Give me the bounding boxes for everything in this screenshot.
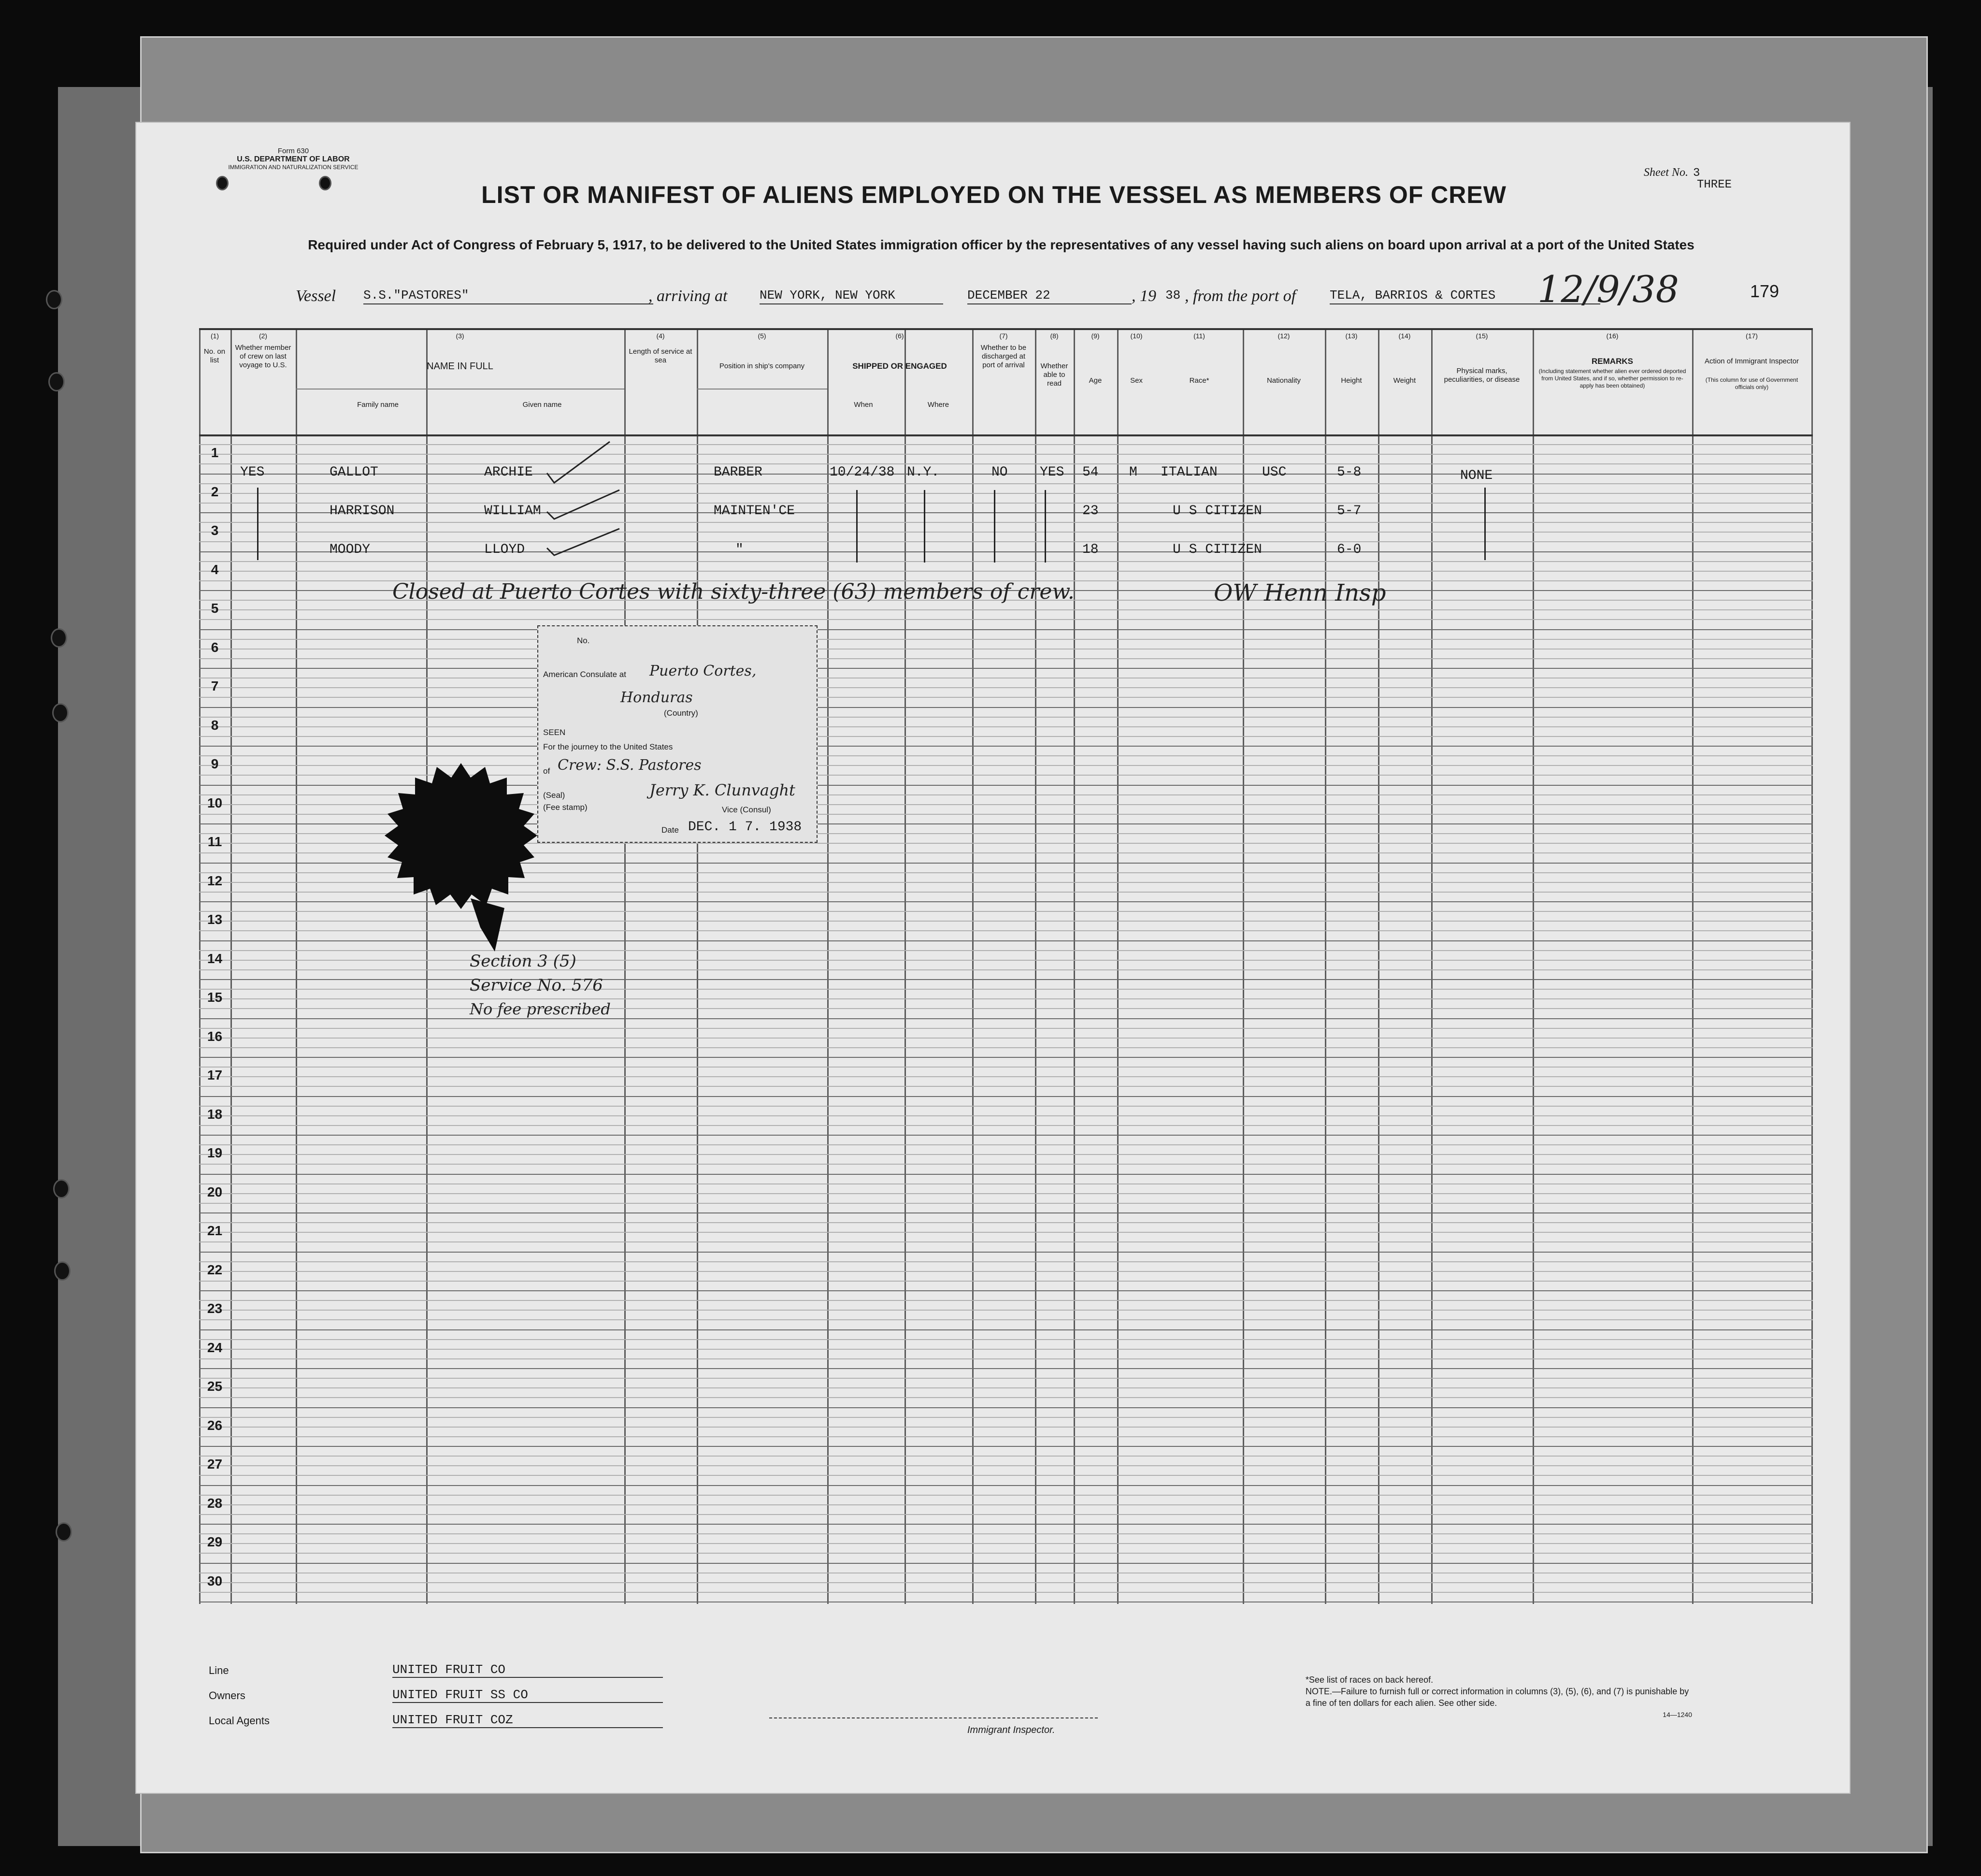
stamp-no-label: No. [577, 636, 590, 645]
row-rule [199, 512, 1813, 513]
col-header-position: Position in ship's company [719, 362, 805, 370]
row-rule [199, 1475, 1813, 1476]
column-line [1692, 328, 1694, 1604]
row-rule [199, 1329, 1813, 1330]
line-label: Line [209, 1664, 229, 1676]
row-rule [199, 1582, 1813, 1583]
stamp-seal-label: (Seal) [543, 791, 565, 800]
binder-hole [54, 1261, 71, 1281]
footnotes [1306, 1674, 1692, 1720]
col-header-action-sub: (This column for use of Government officials only) [1705, 376, 1798, 390]
row-rule [199, 1115, 1813, 1116]
owners-value: UNITED FRUIT SS CO [392, 1688, 663, 1703]
row1-family-name: GALLOT [330, 465, 378, 480]
row-rule [199, 1339, 1813, 1340]
row-number: 27 [207, 1457, 223, 1472]
ditto-mark [856, 490, 858, 563]
row-number: 12 [207, 873, 223, 888]
row-number: 19 [207, 1145, 223, 1160]
col-header-service: Length of service at sea [629, 347, 692, 364]
column-line [1811, 328, 1813, 1604]
row-rule [199, 687, 1813, 688]
ditto-mark [924, 490, 925, 563]
row-rule [199, 1096, 1813, 1097]
row1-given-name: ARCHIE [484, 465, 533, 480]
footer-owners [209, 1688, 528, 1702]
row-rule [199, 522, 1813, 523]
column-line [904, 328, 906, 1604]
name-header-rule [296, 389, 624, 390]
manifest-sheet [135, 122, 1851, 1794]
row1-sex: M [1129, 465, 1137, 480]
col-no-7: (7) [999, 332, 1008, 340]
binder-hole [48, 372, 65, 391]
row-rule [199, 1495, 1813, 1496]
crew-table [199, 328, 1813, 1604]
row-rule [199, 619, 1813, 620]
ditto-mark [994, 490, 995, 563]
row-rule [199, 1038, 1813, 1039]
binder-hole [56, 1522, 72, 1542]
row-number: 8 [211, 717, 219, 733]
row-number: 9 [211, 756, 219, 771]
vessel-name: S.S."PASTORES" [363, 288, 653, 304]
row-rule [199, 1524, 1813, 1525]
row2-race: U S CITIZEN [1173, 504, 1262, 519]
sheet-number-words: THREE [1697, 178, 1732, 191]
binder-hole [52, 703, 69, 722]
row-rule [199, 1271, 1813, 1272]
row1-when: 10/24/38 [830, 465, 895, 480]
row-rule [199, 571, 1813, 572]
row-number: 15 [207, 990, 223, 1005]
row-number: 10 [207, 795, 223, 810]
row-rule [199, 1407, 1813, 1408]
col-header-where: Where [927, 401, 949, 409]
row-number: 26 [207, 1417, 223, 1433]
row-rule [199, 1319, 1813, 1320]
form-number: Form 630 [277, 147, 309, 155]
column-line [1117, 328, 1119, 1604]
row2-position: MAINTEN'CE [714, 504, 795, 519]
row-rule [199, 1427, 1813, 1428]
col-header-discharged: Whether to be discharged at port of arrival [980, 344, 1027, 369]
row3-position: " [735, 542, 744, 557]
row-rule [199, 1212, 1813, 1213]
row-rule [199, 1252, 1813, 1253]
consular-seal [384, 758, 538, 961]
row-rule [199, 1183, 1813, 1184]
stamp-of-label: of [543, 766, 550, 776]
col-header-remarks: REMARKS [1592, 357, 1633, 366]
races-note: *See list of races on back hereof. [1306, 1675, 1434, 1685]
row-rule [199, 639, 1813, 640]
col-no-17: (17) [1746, 332, 1758, 340]
section-note-1: Section 3 (5) [470, 952, 576, 971]
row-rule [199, 1533, 1813, 1534]
row-rule [199, 989, 1813, 990]
stamp-fee-label: (Fee stamp) [543, 803, 588, 812]
row1-height: 5-8 [1337, 465, 1362, 480]
arriving-port: NEW YORK, NEW YORK [760, 288, 943, 304]
row-rule [199, 717, 1813, 718]
row-rule [199, 1144, 1813, 1145]
row-rule [199, 629, 1813, 630]
page-number: 179 [1750, 281, 1780, 301]
col-no-8: (8) [1050, 332, 1059, 340]
row3-race: U S CITIZEN [1173, 542, 1262, 557]
row1-read: YES [1040, 465, 1064, 480]
row-number: 4 [211, 562, 219, 577]
row3-height: 6-0 [1337, 542, 1362, 557]
col-no-15: (15) [1476, 332, 1488, 340]
fine-note: NOTE.—Failure to furnish full or correct information in columns (3), (5), (6), and (7) is punishable by a fine of ten dollars for each alien. See other side. [1306, 1687, 1689, 1708]
row-rule [199, 1174, 1813, 1175]
column-line [827, 328, 829, 1604]
row-number: 1 [211, 445, 219, 460]
stamp-date-label: Date [661, 825, 679, 835]
row1-marks: NONE [1460, 468, 1493, 483]
row-rule [199, 541, 1813, 542]
col-no-14: (14) [1398, 332, 1411, 340]
closing-note: Closed at Puerto Cortes with sixty-three (63) members of crew. [392, 579, 1075, 604]
row2-family-name: HARRISON [330, 504, 395, 519]
row1-discharged: NO [991, 465, 1008, 480]
row-rule [199, 998, 1813, 999]
col-header-read: Whether able to read [1040, 362, 1068, 388]
row-rule [199, 609, 1813, 610]
row-rule [199, 1086, 1813, 1087]
agents-label: Local Agents [209, 1715, 270, 1727]
row-rule [199, 1057, 1813, 1058]
stamp-seen: SEEN [543, 728, 566, 737]
row-rule [199, 1241, 1813, 1242]
col-no-4: (4) [656, 332, 665, 340]
row-rule [199, 1387, 1813, 1388]
row-rule [199, 668, 1813, 669]
page-title: LIST OR MANIFEST OF ALIENS EMPLOYED ON THE VESSEL AS MEMBERS OF CREW [481, 181, 1507, 208]
row-rule [199, 1553, 1813, 1554]
row-rule [199, 1281, 1813, 1282]
inspector-label: Immigrant Inspector. [967, 1725, 1055, 1735]
row-rule [199, 1592, 1813, 1593]
row-rule [199, 969, 1813, 970]
stamp-country-label: (Country) [664, 708, 698, 718]
row-rule [199, 1300, 1813, 1301]
col-no-1: (1) [210, 332, 219, 340]
row-rule [199, 532, 1813, 533]
col-no-5: (5) [758, 332, 766, 340]
form-header [214, 147, 373, 172]
row2-age: 23 [1082, 504, 1099, 519]
row3-age: 18 [1082, 542, 1099, 557]
owners-label: Owners [209, 1689, 245, 1702]
col-header-shipped: SHIPPED OR ENGAGED [852, 361, 947, 371]
col-header-physical: Physical marks, peculiarities, or disease [1444, 367, 1520, 384]
col-header-when: When [854, 401, 873, 409]
ditto-mark [1484, 488, 1486, 560]
shipped-header-rule [697, 389, 827, 390]
ditto-mark [1045, 490, 1046, 563]
footer-agents [209, 1713, 513, 1727]
vessel-label: Vessel [296, 287, 336, 305]
row-rule [199, 1154, 1813, 1155]
col-header-family: Family name [357, 401, 399, 409]
col-header-weight: Weight [1393, 376, 1416, 385]
col-header-remarks-sub: (Including statement whether alien ever ordered deported from United States, and if so, whether permission to re-apply has been obtained) [1538, 368, 1686, 389]
column-line [972, 328, 974, 1604]
row-rule [199, 1290, 1813, 1291]
row-rule [199, 1232, 1813, 1233]
row-rule [199, 483, 1813, 484]
department: U.S. DEPARTMENT OF LABOR [237, 155, 350, 163]
column-line [426, 328, 428, 1604]
row-number: 22 [207, 1262, 223, 1277]
stamp-consulate-label: American Consulate at [543, 670, 626, 679]
col-header-no: No. on list [203, 347, 226, 364]
binder-hole [53, 1179, 70, 1198]
row-rule [199, 1028, 1813, 1029]
row-rule [199, 1018, 1813, 1019]
row1-last-voyage: YES [240, 465, 265, 480]
col-no-9: (9) [1091, 332, 1100, 340]
row-number: 28 [207, 1495, 223, 1511]
column-line [230, 328, 232, 1604]
row-rule [199, 1008, 1813, 1009]
row-number: 18 [207, 1106, 223, 1122]
col-header-age: Age [1089, 376, 1102, 385]
row-rule [199, 551, 1813, 552]
row-rule [199, 454, 1813, 455]
stamp-country: Honduras [620, 689, 693, 706]
row-number: 3 [211, 523, 219, 538]
arrival-year: 38 [1165, 288, 1181, 303]
from-port: TELA, BARRIOS & CORTES [1330, 288, 1600, 304]
binder-hole [51, 628, 67, 648]
col-no-6: (6) [895, 332, 904, 340]
row-rule [199, 1222, 1813, 1223]
col-no-2: (2) [258, 332, 268, 340]
sheet-number [1644, 166, 1700, 180]
row3-given-name: LLOYD [484, 542, 525, 557]
row-rule [199, 746, 1813, 747]
row-rule [199, 1164, 1813, 1165]
row-number: 7 [211, 678, 219, 693]
stamp-journey: For the journey to the United States [543, 742, 673, 751]
column-line [296, 328, 297, 1604]
stamp-signature: Jerry K. Clunvaght [649, 781, 795, 799]
col-header-name: NAME IN FULL [427, 361, 493, 372]
row-rule [199, 1125, 1813, 1126]
col-header-height: Height [1341, 376, 1362, 385]
row-rule [199, 1397, 1813, 1398]
section-note-3: No fee prescribed [470, 1000, 611, 1018]
agents-value: UNITED FRUIT COZ [392, 1713, 663, 1728]
col-no-16: (16) [1606, 332, 1619, 340]
row-number: 25 [207, 1379, 223, 1394]
row-rule [199, 1378, 1813, 1379]
row-rule [199, 1106, 1813, 1107]
row-number: 20 [207, 1184, 223, 1199]
binder-hole [46, 290, 62, 309]
column-line [1378, 328, 1379, 1604]
row-number: 5 [211, 601, 219, 616]
row-rule [199, 1446, 1813, 1447]
row1-nationality: USC [1262, 465, 1287, 480]
col-header-given: Given name [522, 401, 562, 409]
row-rule [199, 503, 1813, 504]
row-number: 13 [207, 912, 223, 927]
row-number: 17 [207, 1068, 223, 1082]
inspector-signature-line [769, 1717, 1098, 1718]
row-number: 2 [211, 484, 219, 499]
row-rule [199, 736, 1813, 737]
column-line [1035, 328, 1036, 1604]
column-line [697, 328, 698, 1604]
row-number: 16 [207, 1028, 223, 1044]
row-rule [199, 707, 1813, 708]
stamp-consul-label: Vice (Consul) [722, 805, 771, 814]
row-rule [199, 1310, 1813, 1311]
row-rule [199, 1067, 1813, 1068]
ditto-mark [257, 488, 258, 560]
arrival-date: DECEMBER 22 [967, 288, 1132, 304]
section-note-2: Service No. 576 [470, 976, 603, 995]
row2-given-name: WILLIAM [484, 504, 541, 519]
row-rule [199, 1436, 1813, 1437]
row-rule [199, 1193, 1813, 1194]
handwritten-date: 12/9/38 [1537, 268, 1679, 311]
row-rule [199, 444, 1813, 445]
row-rule [199, 561, 1813, 562]
row1-age: 54 [1082, 465, 1099, 480]
col-no-13: (13) [1345, 332, 1358, 340]
col-header-nationality: Nationality [1266, 376, 1301, 385]
row-rule [199, 1563, 1813, 1564]
stamp-consulate-city: Puerto Cortes, [649, 663, 757, 679]
row-rule [199, 658, 1813, 659]
row1-position: BARBER [714, 465, 762, 480]
row-number: 29 [207, 1534, 223, 1549]
row-rule [199, 1456, 1813, 1457]
row-rule [199, 1261, 1813, 1262]
sheet-value: 3 [1693, 167, 1700, 180]
col-header-last-voyage: Whether member of crew on last voyage to U.S. [235, 344, 291, 369]
row-rule [199, 1135, 1813, 1136]
row1-race: ITALIAN [1161, 465, 1218, 480]
row-rule [199, 1543, 1813, 1544]
col-header-action: Action of Immigrant Inspector [1704, 357, 1799, 365]
row-number: 6 [211, 639, 219, 655]
column-line [1325, 328, 1326, 1604]
footer-line [209, 1662, 506, 1677]
sheet-label: Sheet No. [1644, 166, 1688, 179]
row-rule [199, 1203, 1813, 1204]
row-rule [199, 1358, 1813, 1359]
column-line [1243, 328, 1244, 1604]
column-line [1074, 328, 1075, 1604]
row-rule [199, 493, 1813, 494]
row1-where: N.Y. [907, 465, 940, 480]
row-rule [199, 1514, 1813, 1515]
stamp-date: DEC. 1 7. 1938 [688, 820, 802, 835]
row-rule [199, 1465, 1813, 1466]
row-rule [199, 1417, 1813, 1418]
row-rule [199, 1485, 1813, 1486]
row-rule [199, 1349, 1813, 1350]
line-value: UNITED FRUIT CO [392, 1662, 663, 1678]
row-rule [199, 979, 1813, 980]
row-rule [199, 726, 1813, 727]
row-number: 14 [207, 951, 223, 966]
col-no-12: (12) [1278, 332, 1290, 340]
arriving-label: , arriving at [648, 287, 728, 305]
row-rule [199, 1368, 1813, 1369]
stamp-of-value: Crew: S.S. Pastores [558, 757, 702, 774]
check-marks [537, 439, 663, 565]
column-line [1431, 328, 1433, 1604]
consular-stamp [537, 625, 818, 843]
column-line [1533, 328, 1534, 1604]
print-code: 14—1240 [1663, 1711, 1692, 1718]
col-header-sex: Sex [1130, 376, 1143, 385]
row-rule [199, 1047, 1813, 1048]
col-header-race: Race* [1189, 376, 1209, 385]
col-no-11: (11) [1193, 332, 1205, 340]
inspector-signature: OW Henn Insp [1214, 579, 1386, 606]
row-number: 24 [207, 1340, 223, 1355]
col-no-10: (10) [1130, 332, 1143, 340]
row-number: 30 [207, 1573, 223, 1588]
row-number: 11 [207, 834, 222, 849]
row-rule [199, 1076, 1813, 1077]
row-rule [199, 697, 1813, 698]
row-number: 23 [207, 1301, 223, 1316]
service: IMMIGRATION AND NATURALIZATION SERVICE [228, 164, 359, 171]
table-top-rule [199, 328, 1813, 330]
from-label: , from the port of [1185, 287, 1296, 305]
row-number: 21 [207, 1223, 223, 1238]
row-rule [199, 755, 1813, 756]
header-bottom-rule [199, 434, 1813, 436]
col-no-3: (3) [456, 332, 464, 340]
row-rule [199, 1504, 1813, 1505]
row2-height: 5-7 [1337, 504, 1362, 519]
page-subtitle: Required under Act of Congress of February 5, 1917, to be delivered to the United States immigration officer by the representatives of any vessel having such aliens on board upon arrival at a port of the United States [308, 237, 1694, 252]
year-prefix: , 19 [1132, 287, 1156, 305]
row3-family-name: MOODY [330, 542, 371, 557]
